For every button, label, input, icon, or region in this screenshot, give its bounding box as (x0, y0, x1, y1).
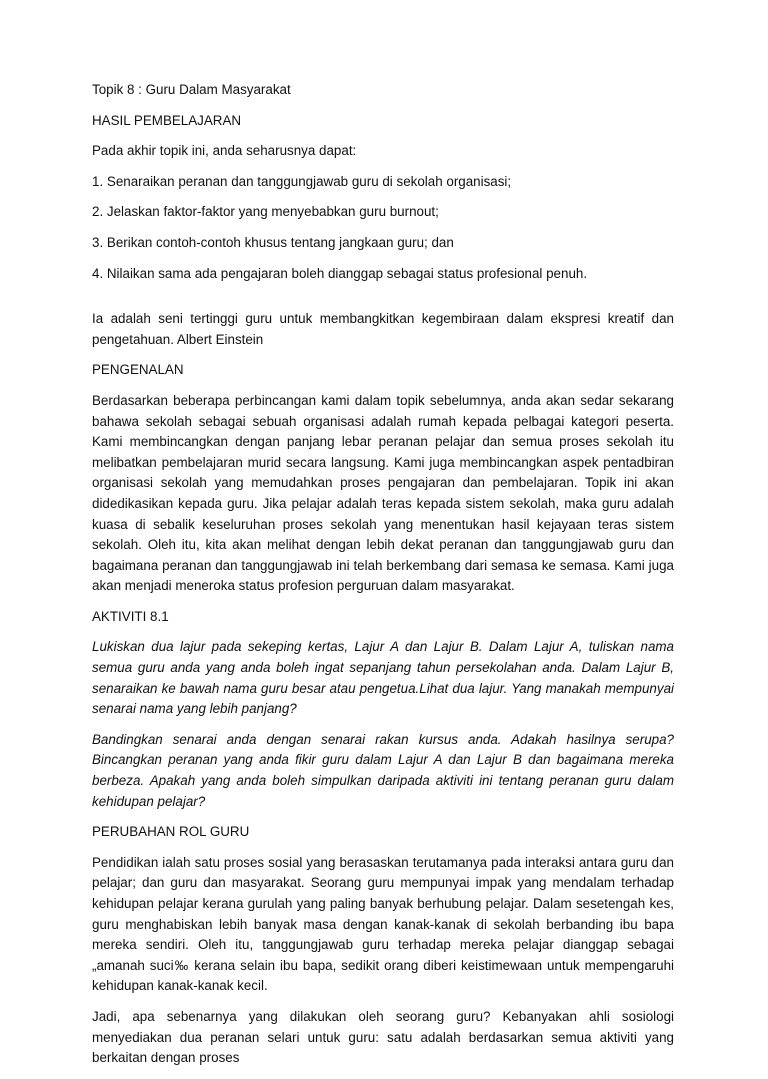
role-change-paragraph-1: Pendidikan ialah satu proses sosial yang berasaskan terutamanya pada interaksi antara guru dan pelajar; dan guru dan masyarakat. Seorang guru mempunyai impak yang mendalam terhadap kehidupan pelajar kerana gurulah yang paling banyak berhubung pelajar. Dalam sesetengah kes, guru menghabiskan lebih banyak masa dengan kanak-kanak di sekolah berbanding ibu bapa mereka sendiri. Oleh itu, tanggungjawab guru terhadap mereka pelajar dianggap sebagai „amanah suci‰ kerana selain ibu bapa, sedikit orang diberi keistimewaan untuk mempengaruhi kehidupan kanak-kanak kecil. (92, 854, 674, 994)
learning-outcomes-intro: Pada akhir topik ini, anda seharusnya dapat: (92, 143, 357, 159)
introduction-heading: PENGENALAN (92, 362, 184, 378)
outcome-item: 4. Nilaikan sama ada pengajaran boleh dianggap sebagai status profesional penuh. (92, 265, 588, 281)
role-change-paragraph-2: Jadi, apa sebenarnya yang dilakukan oleh seorang guru? Kebanyakan ahli sosiologi menyediakan dua peranan selari untuk guru: satu adalah berdasarkan semua aktiviti yang berkaitan dengan proses (92, 1008, 674, 1066)
activity-heading: AKTIVITI 8.1 (92, 608, 169, 624)
activity-paragraph-1: Lukiskan dua lajur pada sekeping kertas, Lajur A dan Lajur B. Dalam Lajur A, tuliskan nama semua guru anda yang anda boleh ingat sepanjang tahun persekolahan anda. Dalam Lajur B, senaraikan ke bawah nama guru besar atau pengetua.Lihat dua lajur. Yang manakah mempunyai senarai nama yang lebih panjang? (92, 639, 674, 717)
topic-title: Topik 8 : Guru Dalam Masyarakat (92, 82, 291, 97)
activity-paragraph-2: Bandingkan senarai anda dengan senarai rakan kursus anda. Adakah hasilnya serupa? Bincangkan peranan yang anda fikir guru dalam Lajur A dan Lajur B dan bagaimana mereka berbeza. Apakah yang anda boleh simpulkan daripada aktiviti ini tentang peranan guru dalam kehidupan pelajar? (92, 731, 674, 809)
outcome-item: 2. Jelaskan faktor-faktor yang menyebabkan guru burnout; (92, 204, 439, 220)
document-page (92, 80, 674, 1079)
role-change-heading: PERUBAHAN ROL GURU (92, 824, 250, 840)
outcome-item: 1. Senaraikan peranan dan tanggungjawab guru di sekolah organisasi; (92, 173, 512, 189)
outcome-item: 3. Berikan contoh-contoh khusus tentang jangkaan guru; dan (92, 234, 454, 250)
einstein-quote: Ia adalah seni tertinggi guru untuk membangkitkan kegembiraan dalam ekspresi kreatif dan pengetahuan. Albert Einstein (92, 311, 674, 347)
learning-outcomes-heading: HASIL PEMBELAJARAN (92, 112, 242, 128)
introduction-body: Berdasarkan beberapa perbincangan kami dalam topik sebelumnya, anda akan sedar sekarang bahawa sekolah sebagai sebuah organisasi adalah rumah kepada pelbagai kategori peserta. Kami membincangkan dengan panjang lebar peranan pelajar dan semua proses sekolah itu melibatkan pembelajaran murid secara langsung. Kami juga membincangkan aspek pentadbiran organisasi sekolah yang memudahkan proses pengajaran dan pembelajaran. Topik ini akan didedikasikan kepada guru. Jika pelajar adalah teras kepada sistem sekolah, maka guru adalah kuasa di sebalik keseluruhan proses sekolah yang menentukan hasil kejayaan teras sistem sekolah. Oleh itu, kita akan melihat dengan lebih dekat peranan dan tanggungjawab guru dan bagaimana peranan dan tanggungjawab ini telah berkembang dari semasa ke semasa. Kami juga akan menjadi meneroka status profesion perguruan dalam masyarakat. (92, 392, 674, 594)
